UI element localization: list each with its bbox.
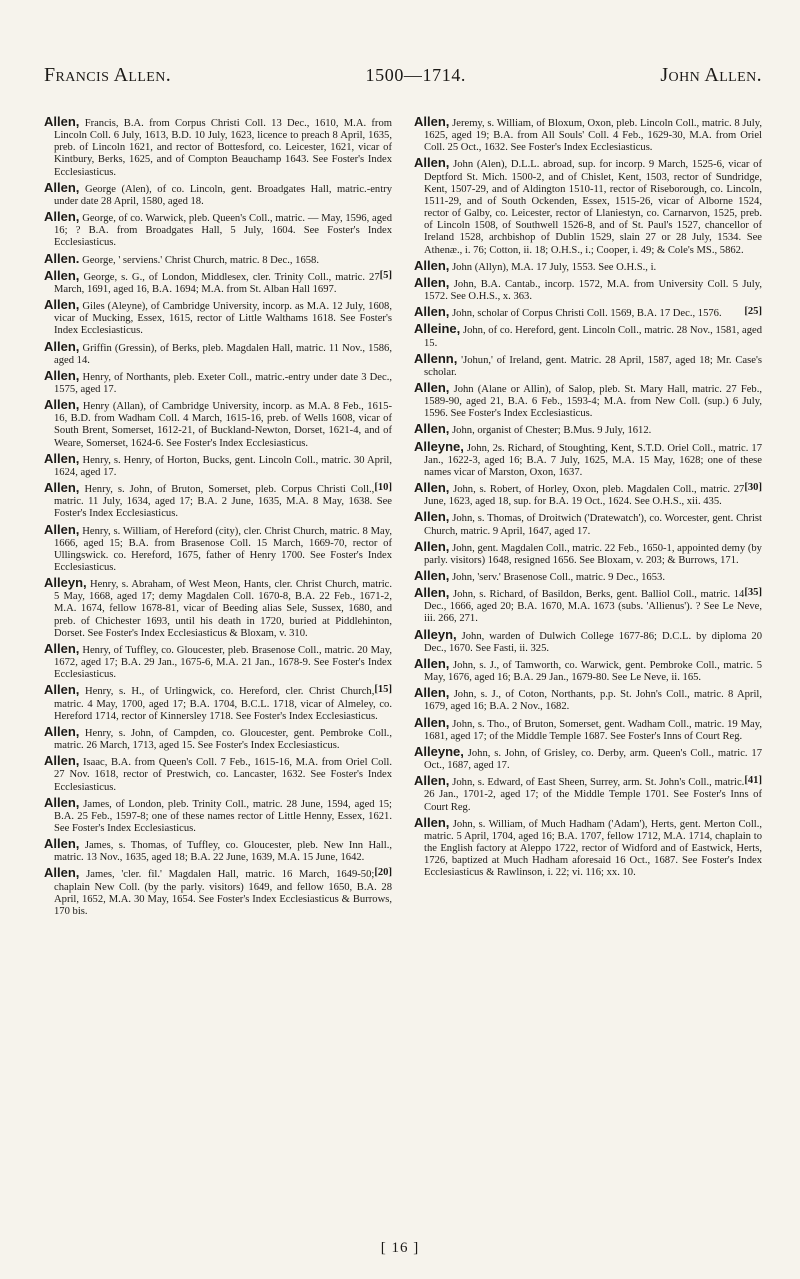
entry-text: Henry, of Tuffley, co. Gloucester, pleb. Brasenose Coll., matric. 20 May, 1672, aged 17; B.A. 29 Jan., 1675-6, M.A. 21 Jan., 1678-9. See Foster's Index Ecclesiasticus.: [54, 644, 392, 681]
entry-surname: Allen,: [414, 116, 450, 129]
entry-reference-number: [30]: [744, 482, 762, 494]
register-entry: [414, 587, 762, 625]
entry-text: Henry, s. Henry, of Horton, Bucks, gent. Lincoln Coll., matric. 30 April, 1624, aged 17.: [54, 454, 392, 478]
register-entry: [414, 743, 762, 772]
right-column: [414, 116, 762, 1234]
entry-surname: Allen,: [414, 655, 450, 671]
left-column: [44, 116, 392, 1234]
register-entry: [414, 814, 762, 880]
entry-surname: Allen,: [414, 568, 450, 583]
entry-text: John (Allyn), M.A. 17 July, 1553. See O.H.S., i.: [452, 261, 657, 273]
register-entry: [414, 775, 762, 813]
entry-text: John, s. John, of Grisley, co. Derby, arm. Queen's Coll., matric. 17 Oct., 1687, aged 17.: [424, 747, 762, 772]
entry-surname: Allen,: [414, 685, 450, 701]
entry-surname: Alleyne,: [414, 438, 464, 454]
entry-surname: Allen,: [44, 794, 80, 810]
entry-reference-number: [25]: [744, 306, 762, 318]
entry-text: John, s. Richard, of Basildon, Berks, gent. Balliol Coll., matric. 14 Dec., 1666, aged 20; B.A. 1670, M.A. 1673 (subs. 'Allienus'). ? See Le Neve, iii. 266, 271.: [424, 589, 762, 625]
entry-text: John, 2s. Richard, of Stoughting, Kent, S.T.D. Oriel Coll., matric. 17 Jan., 1622-3, aged 16; B.A. 7 July, 1625, M.A. 15 May, 1628; one of these names vicar of Marston, Oxon, 1637.: [424, 442, 762, 478]
entry-text: 'Johun,' of Ireland, gent. Matric. 28 April, 1587, aged 18; Mr. Case's scholar.: [424, 354, 762, 378]
register-entry: [414, 511, 762, 537]
entry-reference-number: [10]: [374, 482, 392, 494]
register-entry: [44, 521, 392, 575]
entry-reference-number: [35]: [744, 587, 762, 599]
register-entry: [44, 399, 392, 450]
register-entry: [414, 257, 762, 274]
entry-surname: Allen,: [414, 585, 450, 601]
entry-text: John, s. Tho., of Bruton, Somerset, gent. Wadham Coll., matric. 19 May, 1681, aged 17; of the Middle Temple 1687. See Foster's Inns of Court Reg.: [424, 718, 762, 742]
entry-surname: Allen,: [414, 480, 450, 496]
register-entry: [414, 379, 762, 420]
running-head-right: John Allen.: [660, 64, 762, 86]
entry-surname: Allen,: [44, 397, 80, 413]
register-entry: [44, 450, 392, 479]
entry-text: Henry, s. John, of Bruton, Somerset, pleb. Corpus Christi Coll., matric. 11 July, 1634, aged 17; B.A. 2 June, 1635, M.A. 8 May, 1638. See Foster's Index Ecclesiasticus.: [54, 484, 392, 520]
register-entry: [44, 640, 392, 681]
entry-text: John, B.A. Cantab., incorp. 1572, M.A. from University Coll. 5 July, 1572. See O.H.S., x. 363.: [424, 278, 762, 303]
register-entry: [414, 116, 762, 154]
register-entry: [414, 306, 762, 320]
entry-surname: Allen,: [44, 450, 80, 466]
entry-surname: Allen,: [414, 379, 450, 395]
entry-surname: Allen,: [44, 723, 80, 739]
register-entry: [414, 570, 762, 584]
entry-surname: Allen,: [44, 267, 80, 283]
register-entry: [44, 267, 392, 296]
register-entry: [44, 179, 392, 208]
register-entry: [414, 538, 762, 567]
register-entry: [44, 482, 392, 520]
register-entry: [414, 687, 762, 713]
entry-text: John, gent. Magdalen Coll., matric. 22 Feb., 1650-1, appointed demy (by parly. visitors) 1648, resigned 1656. See Bloxam, v. 203; & Burrows, 171.: [424, 542, 762, 566]
register-entry: [414, 274, 762, 303]
entry-surname: Allen,: [44, 116, 80, 129]
entry-text: George (Alen), of co. Lincoln, gent. Broadgates Hall, matric.-entry under date 28 April, 1580, aged 18.: [54, 183, 392, 207]
register-entry: [44, 723, 392, 752]
entry-text: John, organist of Chester; B.Mus. 9 July, 1612.: [452, 425, 652, 437]
register-entry: [44, 794, 392, 835]
entry-surname: Allen,: [44, 682, 80, 698]
entry-surname: Alleyn,: [414, 626, 457, 642]
entry-text: Griffin (Gressin), of Berks, pleb. Magdalen Hall, matric. 11 Nov., 1586, aged 14.: [54, 342, 392, 366]
register-entry: [414, 714, 762, 743]
entry-text: Isaac, B.A. from Queen's Coll. 7 Feb., 1615-16, M.A. from Oriel Coll. 27 Nov. 1618, rector of Prestwich, co. Lancaster, 1632. See Foster's Index Ecclesiasticus.: [54, 757, 392, 793]
entry-text: John, s. J., of Tamworth, co. Warwick, gent. Pembroke Coll., matric. 5 May, 1676, aged 16; B.A. 29 Jan., 1679-80. See Le Neve, ii. 165.: [424, 659, 762, 684]
entry-text: James, of London, pleb. Trinity Coll., matric. 28 June, 1594, aged 15; B.A. 25 Feb., 1597-8; one of these names rector of Little Henny, Essex, 1621. See Foster's Index Ecclesiasticus.: [54, 798, 392, 834]
register-entry: [414, 157, 762, 256]
entry-text: John, warden of Dulwich College 1677-86; D.C.L. by diploma 20 Dec., 1670. See Fasti, ii. 325.: [424, 630, 762, 654]
entry-surname: Allen,: [44, 836, 80, 852]
entry-surname: Allen,: [414, 421, 450, 437]
entry-surname: Allen,: [414, 773, 450, 789]
entry-surname: Allenn,: [414, 350, 458, 366]
running-head-dates: 1500—1714.: [365, 65, 467, 85]
entry-surname: Alleine,: [414, 321, 461, 337]
entry-surname: Allen,: [414, 814, 450, 830]
entry-surname: Allen,: [44, 753, 80, 769]
entry-surname: Allen,: [44, 297, 80, 313]
entry-reference-number: [15]: [374, 684, 392, 696]
entry-surname: Allen,: [414, 274, 450, 290]
entry-surname: Allen,: [414, 509, 450, 525]
entry-text: John, s. Robert, of Horley, Oxon, pleb. Magdalen Coll., matric. 27 June, 1623, aged 18, sup. for B.A. 19 Oct., 1624. See O.H.S., xii. 435.: [424, 484, 745, 508]
entry-surname: Allen,: [44, 521, 80, 537]
register-entry: [414, 626, 762, 655]
entry-text: Henry, of Northants, pleb. Exeter Coll., matric.-entry under date 3 Dec., 1575, aged 17.: [54, 371, 392, 395]
running-head-left: Francis Allen.: [44, 64, 172, 86]
register-entry: [44, 338, 392, 367]
entry-surname: Allen,: [414, 304, 450, 320]
register-entry: [414, 350, 762, 379]
register-entry: [414, 323, 762, 349]
page-number: [ 16 ]: [380, 1240, 420, 1256]
entry-reference-number: [20]: [374, 867, 392, 879]
entry-text: Jeremy, s. William, of Bloxum, Oxon, pleb. Lincoln Coll., matric. 8 July, 1625, aged 19; B.A. from All Souls' Coll. 4 Feb., 1629-30, M.A. from Oriel Coll. 25 Oct., 1632. See Foster's Index Ecclesiasticus.: [424, 118, 762, 154]
entry-surname: Allen.: [44, 250, 80, 266]
entry-text: George, ' serviens.' Christ Church, matric. 8 Dec., 1658.: [82, 254, 319, 266]
entry-text: John, s. Thomas, of Droitwich ('Dratewatch'), co. Worcester, gent. Christ Church, matric. 9 April, 1647, aged 17.: [424, 513, 762, 537]
entry-text: George, s. G., of London, Middlesex, cler. Trinity Coll., matric. 27 March, 1691, aged 16, B.A. 1694; M.A. from St. Alban Hall 1697.: [54, 271, 380, 295]
entry-surname: Allen,: [44, 367, 80, 383]
register-entry: [44, 867, 392, 918]
text-columns: [44, 116, 762, 1234]
register-entry: [44, 838, 392, 864]
entry-text: John, s. William, of Much Hadham ('Adam'), Herts, gent. Merton Coll., matric. 5 April, 1704, aged 16; B.A. 1707, fellow 1712, M.A. 1714, chaplain to the English factory at Aleppo 1722, rector of Widford and of Eastwick, Herts, 1726, baptized at Much Hadham aforesaid 16 Oct., 1687. See Foster's Index Ecclesiasticus & Rawlinson, i. 22; vi. 116; xx. 10.: [424, 818, 762, 879]
entry-text: John, scholar of Corpus Christi Coll. 1569, B.A. 17 Dec., 1576.: [452, 308, 722, 320]
entry-text: Henry, s. William, of Hereford (city), cler. Christ Church, matric. 8 May, 1666, aged 15; B.A. from Brasenose Coll. 15 March, 1669-70, rector of Ullingswick. co. Hereford, 1675, father of Henry 1700. See Foster's Index Ecclesiasticus.: [54, 525, 392, 573]
entry-text: Henry (Allan), of Cambridge University, incorp. as M.A. 8 Feb., 1615-16, B.D. from Wadham Coll. 4 March, 1615-16, preb. of Wells 1608, vicar of South Brent, Somerset, 1612-21, of Buckland-Newton, Dorset, 1621-4, and of Weare, Somerset, 1624-6. See Foster's Index Ecclesiasticus.: [54, 401, 392, 449]
entry-surname: Allen,: [414, 714, 450, 730]
register-entry: [44, 684, 392, 722]
entry-text: Henry, s. John, of Campden, co. Gloucester, gent. Pembroke Coll., matric. 26 March, 1713, aged 15. See Foster's Index Ecclesiasticus.: [54, 727, 392, 752]
register-entry: [44, 755, 392, 793]
entry-surname: Allen,: [44, 209, 80, 225]
register-entry: [44, 250, 392, 267]
register-entry: [414, 655, 762, 684]
entry-surname: Allen,: [44, 640, 80, 656]
register-entry: [44, 211, 392, 249]
entry-surname: Allen,: [414, 538, 450, 554]
entry-surname: Allen,: [44, 480, 80, 496]
entry-text: John (Alen), D.L.L. abroad, sup. for incorp. 9 March, 1525-6, vicar of Deptford St. Mich. 1500-2, and of Chislet, Kent, 1503, rector of Sundridge, Kent, 1507-29, and of Aldington 1510-11, rector of Riseborough, co. Lincoln, 1511-29, and of South Ockenden, Essex, 1515-26, vicar of Alborne 1524, rector of Galby, co. Leicester, rector of Llaniestyn, co. Carnarvon, 1525, preb. of Lincoln 1508, of Southwell 1526-8, and of St. Paul's 1527, chancellor of Ireland 1528, archbishop of Dublin 1529, slain 27 or 28 July, 1534. See Athenæ., i. 76; Cotton, ii. 18; O.H.S., i.; Cooper, i. 49; & Cole's MS., 5862.: [424, 159, 762, 256]
register-entry: [44, 299, 392, 337]
entry-surname: Allen,: [414, 257, 450, 273]
entry-text: Giles (Aleyne), of Cambridge University, incorp. as M.A. 12 July, 1608, vicar of Mucking, Essex, 1615, rector of Little Walthams 1618. See Foster's Index Ecclesiasticus.: [54, 301, 392, 337]
register-entry: [414, 423, 762, 437]
entry-text: James, s. Thomas, of Tuffley, co. Gloucester, pleb. New Inn Hall., matric. 13 Nov., 1635, aged 18; B.A. 22 June, 1639, M.A. 15 June, 1642.: [54, 840, 392, 864]
running-head: [44, 64, 762, 87]
entry-surname: Allen,: [44, 179, 80, 195]
entry-text: Henry, s. H., of Urlingwick, co. Hereford, cler. Christ Church, matric. 4 May, 1700, aged 17; B.A. 1704, B.C.L. 1718, vicar of Almeley, co. Hereford 1714, rector of Kinnersley 1718. See Foster's Index Ecclesiasticus.: [54, 686, 392, 722]
entry-text: John, of co. Hereford, gent. Lincoln Coll., matric. 28 Nov., 1581, aged 15.: [424, 325, 762, 349]
entry-surname: Allen,: [44, 338, 80, 354]
entry-text: John, s. J., of Coton, Northants, p.p. St. John's Coll., matric. 8 April, 1679, aged 16; B.A. 2 Nov., 1682.: [424, 689, 762, 713]
entry-text: James, 'cler. fil.' Magdalen Hall, matric. 16 March, 1649-50; chaplain New Coll. (by the parly. visitors) 1649, and fellow 1650, B.A. 28 April, 1652, M.A. 30 May, 1654. See Foster's Index Ecclesiasticus & Burrows, 170 bis.: [54, 869, 392, 917]
entry-text: George, of co. Warwick, pleb. Queen's Coll., matric. — May, 1596, aged 16; ? B.A. from Broadgates Hall, 5 July, 1604. See Foster's Index Ecclesiasticus.: [54, 213, 392, 249]
entry-text: John, 'serv.' Brasenose Coll., matric. 9 Dec., 1653.: [452, 572, 665, 583]
entry-surname: Alleyne,: [414, 743, 464, 759]
entry-reference-number: [41]: [744, 775, 762, 787]
entry-reference-number: [5]: [379, 269, 392, 281]
entry-surname: Allen,: [44, 865, 80, 881]
entry-surname: Allen,: [414, 155, 450, 171]
register-entry: [44, 367, 392, 396]
register-entry: [44, 577, 392, 640]
entry-text: John, s. Edward, of East Sheen, Surrey, arm. St. John's Coll., matric. 26 Jan., 1701-2, aged 17; of the Middle Temple 1701. See Foster's Inns of Court Reg.: [424, 777, 762, 813]
register-entry: [414, 482, 762, 508]
entry-text: Francis, B.A. from Corpus Christi Coll. 13 Dec., 1610, M.A. from Lincoln Coll. 6 July, 1613, B.D. 10 July, 1623, licence to preach 8 April, 1635, preb. of Lincoln 1621, and rector of Bottesford, co. Leicester, 1621, vicar of Kintbury, Berks, 1625, and of Compton Beauchamp 1643. See Foster's Index Ecclesiasticus.: [54, 118, 392, 178]
register-entry: [414, 438, 762, 479]
entry-text: John (Alane or Allin), of Salop, pleb. St. Mary Hall, matric. 27 Feb., 1589-90, aged 21, B.A. 6 Feb., 1593-4; M.A. from New Coll. (sup.) 6 July, 1596. See Foster's Index Ecclesiasticus.: [424, 383, 762, 420]
entry-text: Henry, s. Abraham, of West Meon, Hants, cler. Christ Church, matric. 5 May, 1668, aged 17; demy Magdalen Coll. 1670-8, B.A. 22 Feb., 1671-2, M.A. 1674, fellow 1678-81, vicar of Beeding alias Sele, Sussex, 1680, and preb. of Chichester 1693, until his death in 1720, buried at Piddlehinton, Dorset. See Foster's Index Ecclesiasticus & Bloxam, v. 310.: [54, 579, 392, 639]
register-entry: [44, 116, 392, 179]
entry-surname: Alleyn,: [44, 575, 87, 591]
